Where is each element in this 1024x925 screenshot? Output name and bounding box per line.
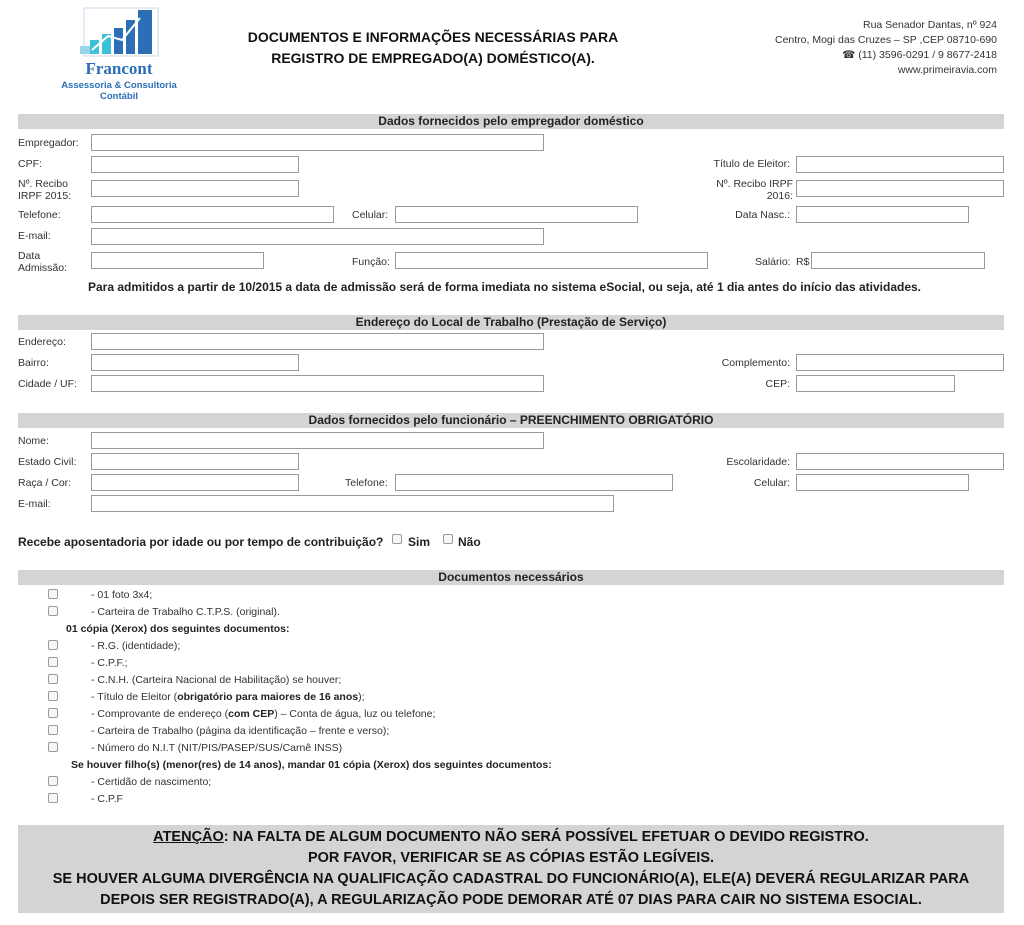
label-recibo-2015: Nº. Recibo IRPF 2015: <box>18 178 72 202</box>
doc-item-titulo: - Título de Eleitor (obrigatório para maiores de 16 anos); <box>91 691 365 703</box>
label-email-employee: E-mail: <box>18 498 51 510</box>
doc-checkbox-cnh[interactable] <box>48 674 58 684</box>
email-employee-input[interactable] <box>91 495 614 512</box>
address-line-2: Centro, Mogi das Cruzes – SP ,CEP 08710-690 <box>775 34 997 46</box>
label-endereco: Endereço: <box>18 336 66 348</box>
section-workplace-title: Endereço do Local de Trabalho (Prestação de Serviço) <box>18 315 1004 330</box>
doc-checkbox-certidao[interactable] <box>48 776 58 786</box>
titulo-eleitor-input[interactable] <box>796 156 1004 173</box>
label-nome: Nome: <box>18 435 49 447</box>
section-employer-title: Dados fornecidos pelo empregador doméstico <box>18 114 1004 129</box>
label-sim: Sim <box>408 535 431 549</box>
label-raca-cor: Raça / Cor: <box>18 477 72 489</box>
children-header: Se houver filho(s) (menor(res) de 14 anos), mandar 01 cópia (Xerox) dos seguintes documentos: <box>71 759 552 771</box>
label-cidade-uf: Cidade / UF: <box>18 378 77 390</box>
retirement-question: Recebe aposentadoria por idade ou por tempo de contribuição? <box>18 535 384 549</box>
phone-line: ☎ (11) 3596-0291 / 9 8677-2418 <box>842 49 997 61</box>
label-complemento: Complemento: <box>721 357 790 369</box>
email-employer-input[interactable] <box>91 228 544 245</box>
doc-checkbox-comprovante[interactable] <box>48 708 58 718</box>
nome-input[interactable] <box>91 432 544 449</box>
complemento-input[interactable] <box>796 354 1004 371</box>
doc-checkbox-titulo[interactable] <box>48 691 58 701</box>
doc-checkbox-cpf[interactable] <box>48 657 58 667</box>
warning-line-1: ATENÇÃO: NA FALTA DE ALGUM DOCUMENTO NÃO SERÁ POSSÍVEL EFETUAR O DEVIDO REGISTRO. <box>153 829 869 845</box>
label-celular-employee: Celular: <box>753 477 790 489</box>
doc-checkbox-carteira-id[interactable] <box>48 725 58 735</box>
logo-graphic <box>44 6 204 61</box>
warning-line-2: POR FAVOR, VERIFICAR SE AS CÓPIAS ESTÃO LEGÍVEIS. <box>307 850 715 866</box>
label-cep: CEP: <box>765 378 790 390</box>
doc-checkbox-nit[interactable] <box>48 742 58 752</box>
data-admissao-input[interactable] <box>91 252 264 269</box>
cep-input[interactable] <box>796 375 955 392</box>
currency-symbol: R$ <box>796 256 810 268</box>
doc-item-nit: - Número do N.I.T (NIT/PIS/PASEP/SUS/Carnê INSS) <box>91 742 343 754</box>
salario-input[interactable] <box>811 252 985 269</box>
endereco-input[interactable] <box>91 333 544 350</box>
address-line-1: Rua Senador Dantas, nº 924 <box>862 19 997 31</box>
warning-box <box>18 825 1004 913</box>
retirement-nao-checkbox[interactable] <box>443 534 453 544</box>
admission-note: Para admitidos a partir de 10/2015 a data de admissão será de forma imediata no sistema eSocial, ou seja, até 1 dia antes do início das atividades. <box>88 280 922 294</box>
label-data-nasc: Data Nasc.: <box>735 209 790 221</box>
label-recibo-2016: Nº. Recibo IRPF 2016: <box>716 178 793 202</box>
doc-item-cpf-child: - C.P.F <box>91 793 123 805</box>
label-bairro: Bairro: <box>18 357 49 369</box>
section-documents-title: Documentos necessários <box>18 570 1004 585</box>
warning-line-3: SE HOUVER ALGUMA DIVERGÊNCIA NA QUALIFICAÇÃO CADASTRAL DO FUNCIONÁRIO(A), ELE(A) DEVERÁ REGULARIZAR PARA <box>52 871 970 887</box>
label-titulo-eleitor: Título de Eleitor: <box>713 158 790 170</box>
label-telefone: Telefone: <box>18 209 61 221</box>
retirement-sim-checkbox[interactable] <box>392 534 402 544</box>
label-estado-civil: Estado Civil: <box>18 456 77 468</box>
cidade-uf-input[interactable] <box>91 375 544 392</box>
doc-item-cnh: - C.N.H. (Carteira Nacional de Habilitação) se houver; <box>91 674 342 686</box>
atencao-label: ATENÇÃO <box>153 829 224 845</box>
label-salario: Salário: <box>755 256 791 268</box>
doc-checkbox-foto[interactable] <box>48 589 58 599</box>
label-escolaridade: Escolaridade: <box>726 456 790 468</box>
warning-line-4: DEPOIS SER REGISTRADO(A), A REGULARIZAÇÃO PODE DEMORAR ATÉ 07 DIAS PARA CAIR NO SISTEMA ESOCIAL. <box>100 892 922 908</box>
phone-icon: ☎ <box>842 49 856 61</box>
estado-civil-input[interactable] <box>91 453 299 470</box>
recibo-2016-input[interactable] <box>796 180 1004 197</box>
website-link[interactable]: www.primeiravia.com <box>897 64 997 76</box>
label-nao: Não <box>458 535 481 549</box>
telefone-input[interactable] <box>91 206 334 223</box>
empregador-input[interactable] <box>91 134 544 151</box>
page-title: DOCUMENTOS E INFORMAÇÕES NECESSÁRIAS PARA REGISTRO DE EMPREGADO(A) DOMÉSTICO(A). <box>247 29 619 66</box>
doc-checkbox-rg[interactable] <box>48 640 58 650</box>
label-data-admissao: Data Admissão: <box>18 250 68 274</box>
cpf-input[interactable] <box>91 156 299 173</box>
label-telefone-employee: Telefone: <box>345 477 388 489</box>
company-logo <box>44 6 204 102</box>
copies-header: 01 cópia (Xerox) dos seguintes documentos: <box>66 623 290 635</box>
doc-item-comprovante: - Comprovante de endereço (com CEP) – Conta de água, luz ou telefone; <box>91 708 436 720</box>
label-empregador: Empregador: <box>18 137 79 149</box>
doc-checkbox-ctps[interactable] <box>48 606 58 616</box>
doc-checkbox-cpf-child[interactable] <box>48 793 58 803</box>
funcao-input[interactable] <box>395 252 708 269</box>
celular-input[interactable] <box>395 206 638 223</box>
doc-item-cpf: - C.P.F.; <box>91 657 128 669</box>
doc-item-carteira-id: - Carteira de Trabalho (página da identificação – frente e verso); <box>91 725 390 737</box>
label-cpf: CPF: <box>18 158 42 170</box>
telefone-employee-input[interactable] <box>395 474 673 491</box>
label-email-employer: E-mail: <box>18 230 51 242</box>
bairro-input[interactable] <box>91 354 299 371</box>
escolaridade-input[interactable] <box>796 453 1004 470</box>
label-celular: Celular: <box>352 209 389 221</box>
doc-item-rg: - R.G. (identidade); <box>91 640 181 652</box>
raca-cor-input[interactable] <box>91 474 299 491</box>
celular-employee-input[interactable] <box>796 474 969 491</box>
data-nasc-input[interactable] <box>796 206 969 223</box>
contact-block <box>775 18 997 78</box>
doc-item-ctps: - Carteira de Trabalho C.T.P.S. (original). <box>91 606 280 618</box>
recibo-2015-input[interactable] <box>91 180 299 197</box>
doc-item-certidao: - Certidão de nascimento; <box>91 776 212 788</box>
section-employee-title: Dados fornecidos pelo funcionário – PREENCHIMENTO OBRIGATÓRIO <box>18 413 1004 428</box>
logo-subtitle: Assessoria & Consultoria Contábil <box>61 80 177 102</box>
logo-name: Francont <box>85 59 153 78</box>
doc-item-foto: - 01 foto 3x4; <box>91 589 153 601</box>
label-funcao: Função: <box>352 256 390 268</box>
